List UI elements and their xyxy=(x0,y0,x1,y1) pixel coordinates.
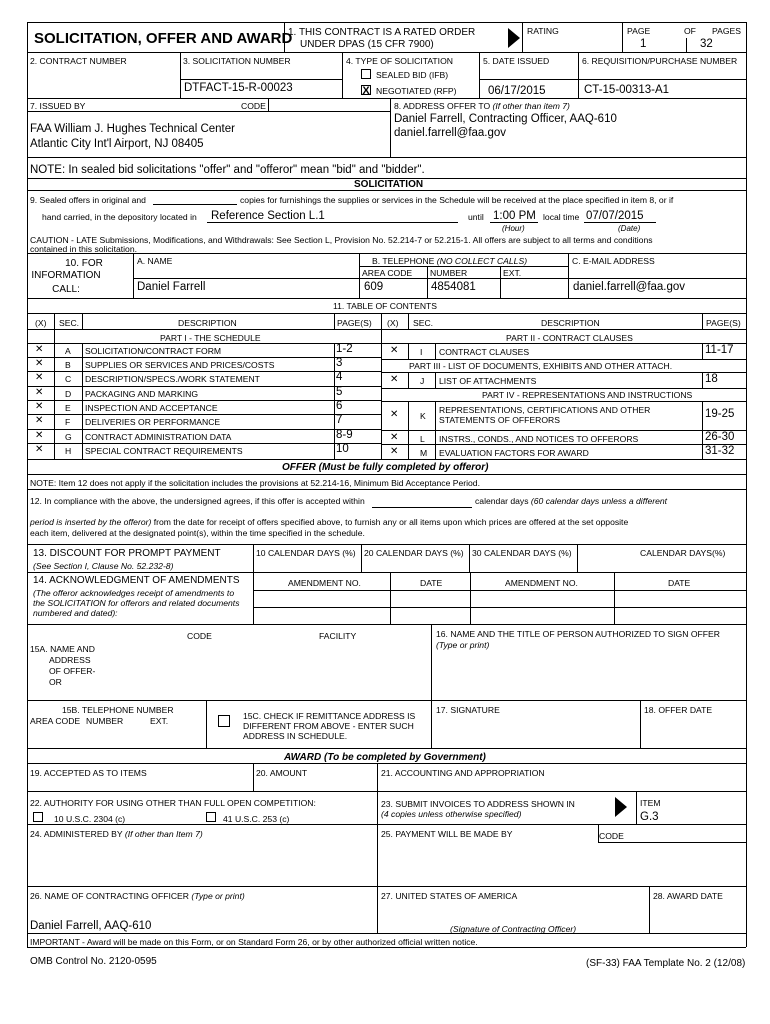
amendment-no-header-2: AMENDMENT NO. xyxy=(505,578,578,588)
usc-253-label: 41 U.S.C. 253 (c) xyxy=(223,814,290,824)
item12-text-b xyxy=(475,496,667,506)
toc-row-sec: F xyxy=(65,417,71,427)
name-address-4: OR xyxy=(49,677,62,687)
signature-caption: (Signature of Contracting Officer) xyxy=(450,924,577,934)
telephone-note: (NO COLLECT CALLS) xyxy=(436,256,528,266)
sealed-bid-note: NOTE: In sealed bid solicitations "offer" and "offeror" mean "bid" and "bidder". xyxy=(30,164,425,176)
address-offer-line2: daniel.farrell@faa.gov xyxy=(394,127,507,139)
solicitation-number[interactable]: DTFACT-15-R-00023 xyxy=(184,82,293,94)
discount-30-days[interactable]: 30 CALENDAR DAYS (%) xyxy=(472,548,572,558)
toc-row-desc: SUPPLIES OR SERVICES AND PRICES/COSTS xyxy=(85,360,275,370)
toc-row-sec: C xyxy=(65,374,72,384)
address-offer-line1: Daniel Farrell, Contracting Officer, AAQ-610 xyxy=(394,113,617,125)
item12-text-a: 12. In compliance with the above, the undersigned agrees, if this offer is accepted within xyxy=(30,496,365,506)
pages-label: PAGES xyxy=(712,26,741,36)
item12-note: NOTE: Item 12 does not apply if the solicitation includes the provisions at 52.214-16, Minimum Bid Acceptance Period. xyxy=(30,478,480,488)
toc-row-sec: B xyxy=(65,360,71,370)
date-issued[interactable]: 06/17/2015 xyxy=(488,85,546,97)
of-label: OF xyxy=(684,26,696,36)
tel15b-label: 15B. TELEPHONE NUMBER xyxy=(62,705,174,715)
toc-row-sec: E xyxy=(65,403,71,413)
tel15b-number: NUMBER xyxy=(86,716,124,726)
page-label: PAGE xyxy=(627,26,651,36)
contracting-officer-text: 26. NAME OF CONTRACTING OFFICER xyxy=(30,891,189,901)
receipt-date[interactable]: 07/07/2015 xyxy=(586,210,644,222)
address-offer-note: (If other than item 7) xyxy=(492,101,570,111)
toc-pages-j: 18 xyxy=(705,373,718,385)
toc-col-x-right: (X) xyxy=(387,318,399,328)
name-address-1: 15A. NAME AND xyxy=(30,644,95,654)
item15c-line1: 15C. CHECK IF REMITTANCE ADDRESS IS xyxy=(243,711,416,721)
toc-mark-l: ✕ xyxy=(390,432,399,443)
date-issued-label: 5. DATE ISSUED xyxy=(483,56,550,66)
date-caption: (Date) xyxy=(618,224,641,233)
toc-row-desc: INSPECTION AND ACCEPTANCE xyxy=(85,403,218,413)
toc-row-pages: 5 xyxy=(336,386,343,398)
toc-sec-j: J xyxy=(420,376,425,386)
rating-label: RATING xyxy=(527,26,559,36)
discount-note: (See Section I, Clause No. 52.232-8) xyxy=(33,561,174,571)
depository-location[interactable]: Reference Section L.1 xyxy=(211,210,325,222)
toc-row-sec: A xyxy=(65,346,71,356)
administered-by-note: (If other than Item 7) xyxy=(124,829,203,839)
ack-note-2: the SOLICITATION for offerors and related documents xyxy=(33,598,240,608)
toc-col-sec: SEC. xyxy=(59,318,80,328)
toc-row-pages: 8-9 xyxy=(336,429,353,441)
toc-desc-m: EVALUATION FACTORS FOR AWARD xyxy=(439,448,589,458)
toc-sec-m: M xyxy=(420,448,428,458)
toc-row-sec: G xyxy=(65,432,72,442)
usc-2304-checkbox[interactable] xyxy=(33,812,43,822)
submit-invoices-label: 23. SUBMIT INVOICES TO ADDRESS SHOWN IN xyxy=(381,799,575,809)
name-address-3: OF OFFER- xyxy=(49,666,96,676)
discount-other-days[interactable]: CALENDAR DAYS(%) xyxy=(640,548,726,558)
amendment-no-header: AMENDMENT NO. xyxy=(288,578,361,588)
toc-col-desc-right: DESCRIPTION xyxy=(541,318,600,328)
administered-by-text: 24. ADMINISTERED BY xyxy=(30,829,123,839)
award-date-label: 28. AWARD DATE xyxy=(653,891,723,901)
toc-row-desc: SOLICITATION/CONTRACT FORM xyxy=(85,346,222,356)
negotiated-label: NEGOTIATED (RFP) xyxy=(376,86,457,96)
type-of-solicitation-label: 4. TYPE OF SOLICITATION xyxy=(346,56,453,66)
info-name-label: A. NAME xyxy=(137,256,173,266)
contracting-officer-label xyxy=(30,891,245,901)
email-label: C. E-MAIL ADDRESS xyxy=(572,256,655,266)
info-label-2: INFORMATION xyxy=(31,270,101,281)
receipt-time[interactable]: 1:00 PM xyxy=(493,210,536,222)
toc-pages-m: 31-32 xyxy=(705,445,735,457)
toc-mark-m: ✕ xyxy=(390,446,399,457)
remittance-checkbox[interactable] xyxy=(218,715,230,727)
caution-line1: CAUTION - LATE Submissions, Modifications, and Withdrawals: See Section L, Provision No. 52.214-7 or 52.215-1. All offers are subject to all terms and conditions xyxy=(30,235,653,245)
toc-mark-i: ✕ xyxy=(390,345,399,356)
toc-row-mark: ✕ xyxy=(35,372,44,383)
template-number: (SF-33) FAA Template No. 2 (12/08) xyxy=(586,958,746,969)
tel15b-ext: EXT. xyxy=(150,716,169,726)
authorized-person-label: 16. NAME AND THE TITLE OF PERSON AUTHORIZED TO SIGN OFFER xyxy=(436,629,720,639)
rated-order-line1: 1. THIS CONTRACT IS A RATED ORDER xyxy=(288,27,476,38)
payment-code-label: CODE xyxy=(599,831,624,841)
toc-part4: PART IV - REPRESENTATIONS AND INSTRUCTIONS xyxy=(482,390,693,400)
item9-text-b: copies for furnishings the supplies or services in the Schedule will be received at the place specified in item 8, or if xyxy=(240,195,674,205)
hour-caption: (Hour) xyxy=(502,224,525,233)
toc-row-pages: 7 xyxy=(336,414,343,426)
toc-row-sec: H xyxy=(65,446,72,456)
issued-by-line1: FAA William J. Hughes Technical Center xyxy=(30,123,235,135)
area-code-label: AREA CODE xyxy=(362,268,413,278)
omb-control: OMB Control No. 2120-0595 xyxy=(30,956,157,967)
toc-row-sec: D xyxy=(65,389,72,399)
toc-row-pages: 6 xyxy=(336,400,343,412)
usc-253-checkbox[interactable] xyxy=(206,812,216,822)
toc-part1: PART I - THE SCHEDULE xyxy=(160,333,261,343)
award-heading: AWARD (To be completed by Government) xyxy=(284,752,486,763)
local-time-label: local time xyxy=(543,212,580,222)
item-label: ITEM xyxy=(640,798,661,808)
important-note: IMPORTANT - Award will be made on this Form, or on Standard Form 26, or by other authorized official written notice. xyxy=(30,937,478,947)
offer-date-label: 18. OFFER DATE xyxy=(644,705,713,715)
name-address-2: ADDRESS xyxy=(49,655,91,665)
ext-label: EXT. xyxy=(503,268,522,278)
accounting-label: 21. ACCOUNTING AND APPROPRIATION xyxy=(381,768,545,778)
sealed-bid-label: SEALED BID (IFB) xyxy=(376,70,449,80)
toc-col-pages: PAGE(S) xyxy=(337,318,372,328)
discount-10-days[interactable]: 10 CALENDAR DAYS (%) xyxy=(256,548,356,558)
toc-desc-k1: REPRESENTATIONS, CERTIFICATIONS AND OTHER xyxy=(439,405,651,415)
info-label-3: CALL: xyxy=(52,284,80,295)
usc-2304-label: 10 U.S.C. 2304 (c) xyxy=(54,814,126,824)
signature-label: 17. SIGNATURE xyxy=(436,705,500,715)
page-value: 1 xyxy=(640,38,647,50)
item12-text-d2: from the date for receipt of offers specified above, to furnish any or all items upon which prices are offered at the set opposite xyxy=(153,517,629,527)
accepted-items-label: 19. ACCEPTED AS TO ITEMS xyxy=(30,768,147,778)
issued-by-line2: Atlantic City Int'l Airport, NJ 08405 xyxy=(30,138,204,150)
payment-label: 25. PAYMENT WILL BE MADE BY xyxy=(381,829,513,839)
toc-mark-j: ✕ xyxy=(390,374,399,385)
until-label: until xyxy=(468,212,484,222)
ack-note-3: numbered and dated): xyxy=(33,608,118,618)
caution-line2: contained in this solicitation. xyxy=(30,244,138,254)
toc-desc-j: LIST OF ATTACHMENTS xyxy=(439,376,537,386)
toc-row-mark: ✕ xyxy=(35,387,44,398)
phone-number[interactable]: 4854081 xyxy=(431,281,476,293)
toc-row-desc: CONTRACT ADMINISTRATION DATA xyxy=(85,432,232,442)
submit-invoices-note: (4 copies unless otherwise specified) xyxy=(381,809,522,819)
toc-desc-k2: STATEMENTS OF OFFERORS xyxy=(439,415,560,425)
toc-heading: 11. TABLE OF CONTENTS xyxy=(332,301,438,311)
toc-pages-k: 19-25 xyxy=(705,408,735,420)
toc-sec-l: L xyxy=(420,434,425,444)
arrow-right-icon xyxy=(508,28,520,48)
item9-text-c: hand carried, in the depository located in xyxy=(42,212,197,222)
arrow-right-icon xyxy=(615,797,627,817)
toc-row-desc: SPECIAL CONTRACT REQUIREMENTS xyxy=(85,446,243,456)
solicitation-number-label: 3. SOLICITATION NUMBER xyxy=(183,56,291,66)
ack-amendments-label: 14. ACKNOWLEDGMENT OF AMENDMENTS xyxy=(33,575,240,586)
info-label-1: 10. FOR xyxy=(65,258,103,269)
telephone-label-text: B. TELEPHONE xyxy=(372,256,435,266)
toc-col-x: (X) xyxy=(35,318,47,328)
discount-label: 13. DISCOUNT FOR PROMPT PAYMENT xyxy=(33,548,221,559)
toc-row-mark: ✕ xyxy=(35,358,44,369)
solicitation-heading: SOLICITATION xyxy=(354,179,424,190)
toc-row-mark: ✕ xyxy=(35,344,44,355)
requisition-label: 6. REQUISITION/PURCHASE NUMBER xyxy=(582,56,738,66)
toc-row-pages: 3 xyxy=(336,357,343,369)
authority-label: 22. AUTHORITY FOR USING OTHER THAN FULL OPEN COMPETITION: xyxy=(30,798,316,808)
toc-row-pages: 4 xyxy=(336,371,343,383)
toc-pages-l: 26-30 xyxy=(705,431,735,443)
toc-col-desc: DESCRIPTION xyxy=(178,318,237,328)
rated-order-line2: UNDER DPAS (15 CFR 7900) xyxy=(300,39,434,50)
authorized-person-note: (Type or print) xyxy=(436,640,490,650)
item-value[interactable]: G.3 xyxy=(640,811,659,823)
item12-text-e: each item, delivered at the designated point(s), within the time specified in the schedule. xyxy=(30,528,365,538)
pages-value: 32 xyxy=(700,38,713,50)
toc-row-desc: DESCRIPTION/SPECS./WORK STATEMENT xyxy=(85,374,260,384)
item15c-line2: DIFFERENT FROM ABOVE - ENTER SUCH xyxy=(243,721,414,731)
toc-mark-k: ✕ xyxy=(390,409,399,420)
email-address[interactable]: daniel.farrell@faa.gov xyxy=(573,281,686,293)
item12-text-d xyxy=(30,517,628,527)
toc-row-pages: 10 xyxy=(336,443,349,455)
toc-part3: PART III - LIST OF DOCUMENTS, EXHIBITS AND OTHER ATTACH. xyxy=(409,361,673,371)
toc-sec-k: K xyxy=(420,411,426,421)
contracting-officer-note: (Type or print) xyxy=(191,891,245,901)
item12-note-d: period is inserted by the offeror) xyxy=(30,517,152,527)
item12-note-c: (60 calendar days unless a different xyxy=(530,496,668,506)
toc-desc-i: CONTRACT CLAUSES xyxy=(439,347,530,357)
contract-number-label: 2. CONTRACT NUMBER xyxy=(30,56,127,66)
ack-note-1: (The offeror acknowledges receipt of amendments to xyxy=(33,588,235,598)
toc-part2: PART II - CONTRACT CLAUSES xyxy=(506,333,633,343)
item9-text-a: 9. Sealed offers in original and xyxy=(30,195,146,205)
item15c-line3: ADDRESS IN SCHEDULE. xyxy=(243,731,348,741)
address-offer-label xyxy=(394,101,570,111)
item12-calendar-days: calendar days xyxy=(475,496,529,506)
address-offer-label-text: 8. ADDRESS OFFER TO xyxy=(394,101,491,111)
toc-pages-i: 11-17 xyxy=(705,344,734,356)
discount-20-days[interactable]: 20 CALENDAR DAYS (%) xyxy=(364,548,464,558)
facility-label: FACILITY xyxy=(319,631,357,641)
toc-row-desc: PACKAGING AND MARKING xyxy=(85,389,199,399)
negotiated-checkbox[interactable]: X xyxy=(362,85,370,97)
issued-by-label: 7. ISSUED BY xyxy=(30,101,86,111)
usa-label: 27. UNITED STATES OF AMERICA xyxy=(381,891,518,901)
offer-heading: OFFER (Must be fully completed by offeror) xyxy=(282,462,489,473)
area-code[interactable]: 609 xyxy=(364,281,384,293)
sealed-bid-checkbox[interactable] xyxy=(361,69,371,79)
form-title: SOLICITATION, OFFER AND AWARD xyxy=(34,30,293,47)
offeror-code-label: CODE xyxy=(187,631,212,641)
amount-label: 20. AMOUNT xyxy=(256,768,308,778)
toc-row-mark: ✕ xyxy=(35,401,44,412)
amendment-date-header: DATE xyxy=(420,578,443,588)
toc-sec-i: I xyxy=(420,347,423,357)
number-label: NUMBER xyxy=(430,268,468,278)
toc-row-mark: ✕ xyxy=(35,430,44,441)
contracting-officer-name[interactable]: Daniel Farrell, AAQ-610 xyxy=(30,920,152,932)
telephone-label xyxy=(372,256,527,266)
amendment-date-header-2: DATE xyxy=(668,578,691,588)
toc-row-mark: ✕ xyxy=(35,444,44,455)
toc-row-pages: 1-2 xyxy=(336,343,353,355)
toc-row-desc: DELIVERIES OR PERFORMANCE xyxy=(85,417,221,427)
toc-desc-l: INSTRS., CONDS., AND NOTICES TO OFFERORS xyxy=(439,434,639,444)
toc-col-pages-right: PAGE(S) xyxy=(706,318,741,328)
toc-row-mark: ✕ xyxy=(35,415,44,426)
code-label: CODE xyxy=(241,101,266,111)
requisition-number[interactable]: CT-15-00313-A1 xyxy=(584,84,670,96)
tel15b-area-code: AREA CODE xyxy=(30,716,81,726)
toc-col-sec-right: SEC. xyxy=(413,318,434,328)
info-name[interactable]: Daniel Farrell xyxy=(137,281,206,293)
administered-by-label xyxy=(30,829,203,839)
